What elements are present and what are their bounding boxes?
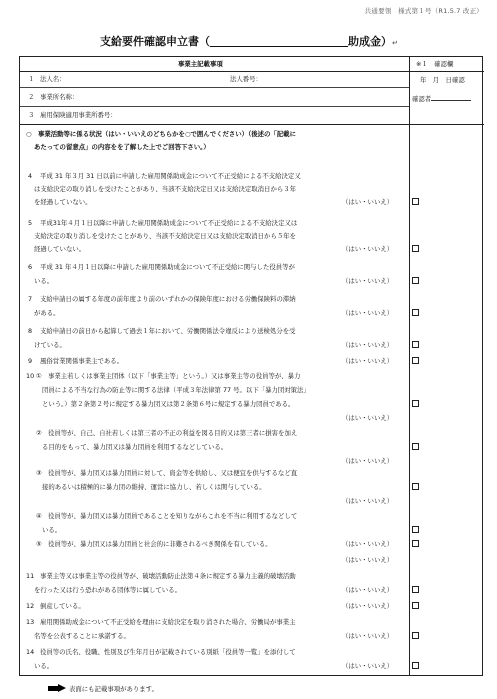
item-8-check[interactable] <box>412 341 419 349</box>
item-10-no: 10 <box>26 372 35 380</box>
form-table <box>19 56 483 676</box>
item-11-answer[interactable]: （はい・いいえ） <box>342 586 394 594</box>
form-code: 共通要領 様式第１号（R1.5.7 改正） <box>364 7 483 15</box>
item-10-3-marker: ③ <box>36 469 42 477</box>
item-5-check[interactable] <box>412 245 419 253</box>
item-13-answer[interactable]: （はい・いいえ） <box>342 632 394 640</box>
item-10-2-marker: ② <box>36 429 42 437</box>
item-10-3-answer[interactable]: （はい・いいえ） <box>342 497 394 505</box>
item-10-1-marker: ① <box>36 372 42 380</box>
item-4-check[interactable] <box>412 198 419 206</box>
insurance-office-label: 雇用保険適用事業所番号： <box>40 111 117 119</box>
item-14-no: 14 <box>26 648 35 656</box>
item-12-line-1: 倒産している。 <box>40 602 85 610</box>
item-13-line-2: 名等を公表することに承諾する。 <box>34 632 130 640</box>
item-10-2-line-1: 役員等が、自己、自社若しくは第三者の不正の利益を図る目的又は第三者に損害を加え <box>48 429 298 437</box>
item-9-check[interactable] <box>412 357 419 365</box>
corp-number-label: 法人番号： <box>230 75 262 83</box>
item-11-no: 11 <box>26 572 35 580</box>
item-6-line-1: 平成 31 年４月１日以降に申請した雇用関係助成金について不正受給に関与した役員等が <box>40 263 295 271</box>
item-10-3-line-2: 接的あるいは積極的に暴力団の維持、運営に協力し、若しくは関与している。 <box>42 483 266 491</box>
item-13-line-1: 雇用関係助成金について不正受給を理由に支給決定を取り消された場合、労働局が事業主 <box>40 618 296 626</box>
item-6-line-2: いる。 <box>34 277 54 285</box>
confirmer-blank[interactable] <box>431 94 471 101</box>
item-4-line-2: は支給決定の取り消しを受けたことがあり、当該不支給決定日又は支給決定取消日から３年 <box>34 185 297 193</box>
item-14-line-2: いる。 <box>34 662 54 670</box>
item-10-5-marker: ⑤ <box>36 540 42 548</box>
item-10-3-line-1: 役員等が、暴力団又は暴力団員に対して、資金等を供給し、又は便宜を供与するなど直 <box>48 469 298 477</box>
item-9-no: 9 <box>28 357 33 365</box>
confirmer-text: 確認者 <box>412 95 432 103</box>
item-10-1-answer[interactable]: （はい・いいえ） <box>342 414 394 422</box>
confirm-date: 年 月 日確認 <box>420 76 465 84</box>
item-10-4-line-2: いる。 <box>42 526 62 534</box>
subsidy-name-blank[interactable] <box>210 36 348 47</box>
item-4-line-1: 平成 31 年３月 31 日以前に申請した雇用関係助成金について不正受給による不支給決定又 <box>40 172 301 180</box>
return-mark: ↵ <box>392 39 398 47</box>
item-8-line-1: 支給申請日の前日から起算して過去１年において、労働関係法令違反により送検処分を受 <box>40 327 296 335</box>
item-9-answer[interactable]: （はい・いいえ） <box>342 357 394 365</box>
row-number-1: １ <box>28 75 35 83</box>
item-7-no: 7 <box>28 295 33 303</box>
item-5-no: 5 <box>28 219 33 227</box>
item-7-check[interactable] <box>412 309 419 317</box>
item-13-check[interactable] <box>412 632 419 640</box>
item-10-1-line-3: という。）第２条第２号に規定する暴力団又は第２条第６号に規定する暴力団員である。 <box>42 400 295 408</box>
item-10-2-line-2: る目的をもって、暴力団又は暴力団員を利用するなどしている。 <box>42 443 228 451</box>
item-5-line-3: 経過していない。 <box>34 245 86 253</box>
item-12-answer[interactable]: （はい・いいえ） <box>342 602 394 610</box>
item-10-2-check[interactable] <box>412 443 419 451</box>
item-10-3-check[interactable] <box>412 483 419 491</box>
item-4-line-3: を経過していない。 <box>34 198 92 206</box>
item-7-answer[interactable]: （はい・いいえ） <box>342 309 394 317</box>
item-10-1-check[interactable] <box>412 400 419 408</box>
item-4-no: 4 <box>28 172 33 180</box>
item-7-line-1: 支給申請日の属する年度の前年度より前のいずれかの保険年度における労働保険料の滞納 <box>40 295 296 303</box>
item-10-1-line-1: 事業主若しくは事業主団体（以下「事業主等」という。）又は事業主等の役員等が、暴力 <box>48 372 301 380</box>
footer-text: 表面にも記載事項があります。 <box>69 685 158 693</box>
item-10-5-line-1: 役員等が、暴力団又は暴力団員と社会的に非難されるべき関係を有している。 <box>48 540 272 548</box>
footer-note <box>48 684 158 693</box>
instruction-line-2: あたっての留意点」の内容をを了解した上でご回答下さい。） <box>34 143 210 151</box>
item-10-4-answer[interactable]: （はい・いいえ） <box>342 540 394 548</box>
item-13-no: 13 <box>26 618 35 626</box>
item-5-answer[interactable]: （はい・いいえ） <box>342 245 394 253</box>
table-head-right: ※１ 確認欄 <box>416 60 454 68</box>
item-7-line-2: がある。 <box>34 309 60 317</box>
row-number-3: ３ <box>28 111 35 119</box>
item-8-no: 8 <box>28 327 33 335</box>
item-14-answer[interactable]: （はい・いいえ） <box>342 662 394 670</box>
item-5-line-2: 支給決定の取り消しを受けたことがあり、当該不支給決定日又は支給決定取消日から５年を <box>34 232 297 240</box>
item-10-5-check[interactable] <box>412 540 419 548</box>
confirmer-label <box>412 94 471 103</box>
title-prefix: 支給要件確認申立書（ <box>100 35 210 48</box>
item-4-answer[interactable]: （はい・いいえ） <box>342 198 394 206</box>
item-10-4-marker: ④ <box>36 512 42 520</box>
item-10-2-answer[interactable]: （はい・いいえ） <box>342 457 394 465</box>
item-14-line-1: 役員等の氏名、役職、性別及び生年月日が記載されている別紙「役員等一覧」を添付して <box>40 648 296 656</box>
item-11-check[interactable] <box>412 586 419 594</box>
item-10-1-line-2: 団員による不当な行為の防止等に関する法律（平成３年法律第 77 号。以下「暴力団対策法」 <box>42 386 310 394</box>
item-8-line-2: けている。 <box>34 341 66 349</box>
item-11-line-1: 事業主等又は事業主等の役員等が、破壊活動防止法第４条に規定する暴力主義的破壊活動 <box>40 572 296 580</box>
instruction-line-1: ○ 事業活動等に係る状況（はい・いいえのどちらかを○で囲んでください）（後述の「記載に <box>26 130 296 138</box>
row-number-2: ２ <box>28 93 35 101</box>
item-8-answer[interactable]: （はい・いいえ） <box>342 341 394 349</box>
item-6-check[interactable] <box>412 277 419 285</box>
column-divider <box>409 57 410 675</box>
item-14-check[interactable] <box>412 662 419 670</box>
item-11-line-2: を行った又は行う恐れがある団体等に属している。 <box>34 586 181 594</box>
arrow-right-icon <box>48 684 66 693</box>
item-10-4-check[interactable] <box>412 526 419 534</box>
item-12-no: 12 <box>26 602 35 610</box>
office-name-label: 事業所名称： <box>40 93 79 101</box>
title-suffix: 助成金） <box>348 35 392 48</box>
item-10-5-answer[interactable]: （はい・いいえ） <box>342 556 394 564</box>
table-head-left: 事業主記載事項 <box>178 60 223 68</box>
item-9-line-1: 風俗営業関係事業主である。 <box>40 357 124 365</box>
item-6-no: 6 <box>28 263 33 271</box>
item-10-4-line-1: 役員等が、暴力団又は暴力団員であることを知りながらこれを不当に利用するなどして <box>48 512 298 520</box>
item-6-answer[interactable]: （はい・いいえ） <box>342 277 394 285</box>
corp-name-label: 法人名： <box>40 75 66 83</box>
item-5-line-1: 平成31年４月１日以降に申請した雇用関係助成金について不正受給による不支給決定又は <box>40 219 298 227</box>
page-title <box>100 33 398 49</box>
item-12-check[interactable] <box>412 602 419 610</box>
